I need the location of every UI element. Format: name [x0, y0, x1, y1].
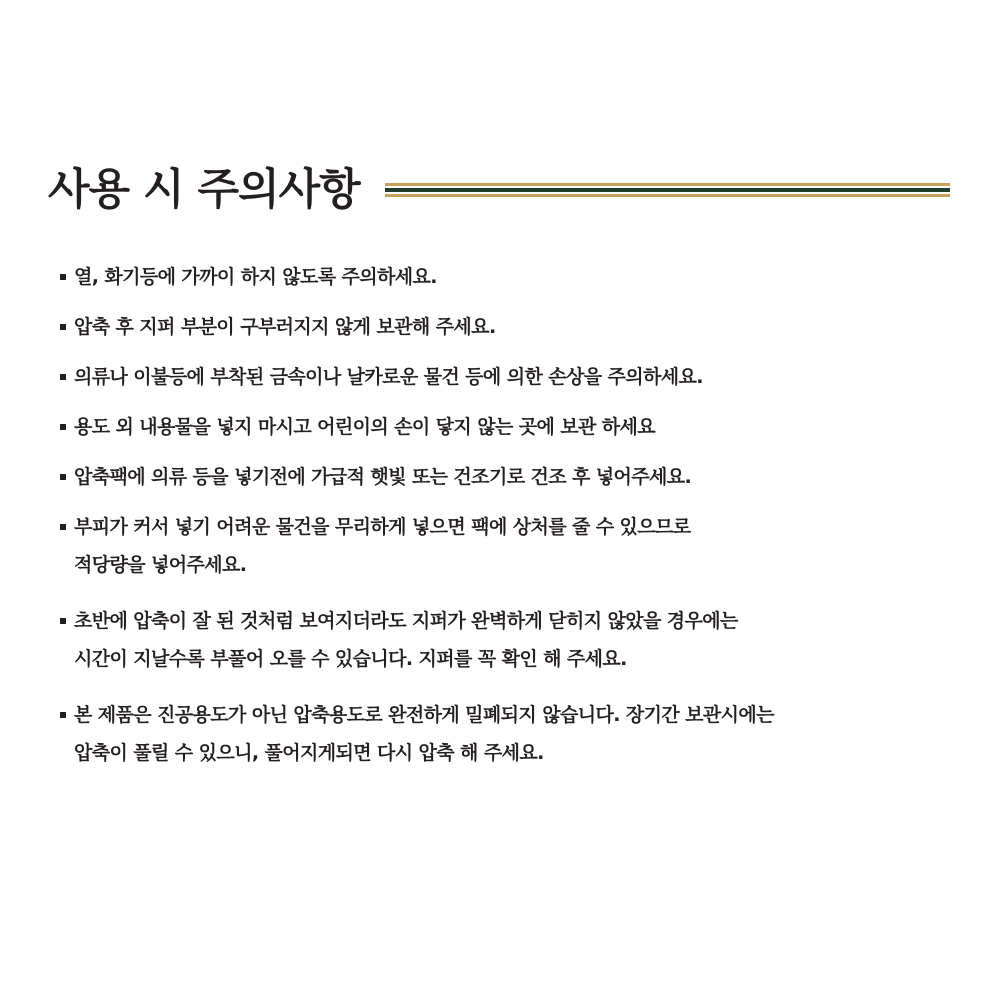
square-bullet-icon: [60, 712, 66, 718]
caution-text: 초반에 압축이 잘 된 것처럼 보여지더라도 지퍼가 완벽하게 닫히지 않았을 경우에는: [74, 610, 738, 632]
square-bullet-icon: [60, 274, 66, 280]
caution-text: 압축 후 지퍼 부분이 구부러지지 않게 보관해 주세요.: [74, 316, 496, 338]
caution-item: [58, 508, 958, 590]
caution-item: [58, 458, 958, 496]
square-bullet-icon: [60, 374, 66, 380]
caution-text-continued: 압축이 풀릴 수 있으니, 풀어지게되면 다시 압축 해 주세요.: [74, 742, 544, 764]
square-bullet-icon: [60, 424, 66, 430]
caution-text: 압축팩에 의류 등을 넣기전에 가급적 햇빛 또는 건조기로 건조 후 넣어주세요.: [74, 466, 692, 488]
caution-item: [58, 696, 958, 778]
caution-text: 의류나 이불등에 부착된 금속이나 날카로운 물건 등에 의한 손상을 주의하세요.: [74, 366, 703, 388]
caution-item: [58, 408, 958, 446]
caution-item: [58, 358, 958, 396]
divider-line-middle: [385, 188, 950, 192]
page-title: 사용 시 주의사항: [48, 165, 360, 215]
caution-text-continued: 적당량을 넣어주세요.: [74, 554, 247, 576]
caution-item: [58, 308, 958, 346]
caution-list: [58, 258, 958, 778]
divider-line-top: [385, 183, 950, 186]
caution-text: 부피가 커서 넣기 어려운 물건을 무리하게 넣으면 팩에 상처를 줄 수 있으므로: [74, 516, 691, 538]
square-bullet-icon: [60, 474, 66, 480]
caution-item: [58, 602, 958, 684]
square-bullet-icon: [60, 524, 66, 530]
caution-text: 용도 외 내용물을 넣지 마시고 어린이의 손이 닿지 않는 곳에 보관 하세요: [74, 416, 656, 438]
divider-line-bottom: [385, 194, 950, 197]
section-header: [48, 158, 952, 222]
square-bullet-icon: [60, 618, 66, 624]
caution-text: 본 제품은 진공용도가 아닌 압축용도로 완전하게 밀폐되지 않습니다. 장기간 보관시에는: [74, 704, 774, 726]
title-divider: [385, 183, 950, 197]
caution-text: 열, 화기등에 가까이 하지 않도록 주의하세요.: [74, 266, 437, 288]
caution-text-continued: 시간이 지날수록 부풀어 오를 수 있습니다. 지퍼를 꼭 확인 해 주세요.: [74, 648, 627, 670]
caution-item: [58, 258, 958, 296]
square-bullet-icon: [60, 324, 66, 330]
